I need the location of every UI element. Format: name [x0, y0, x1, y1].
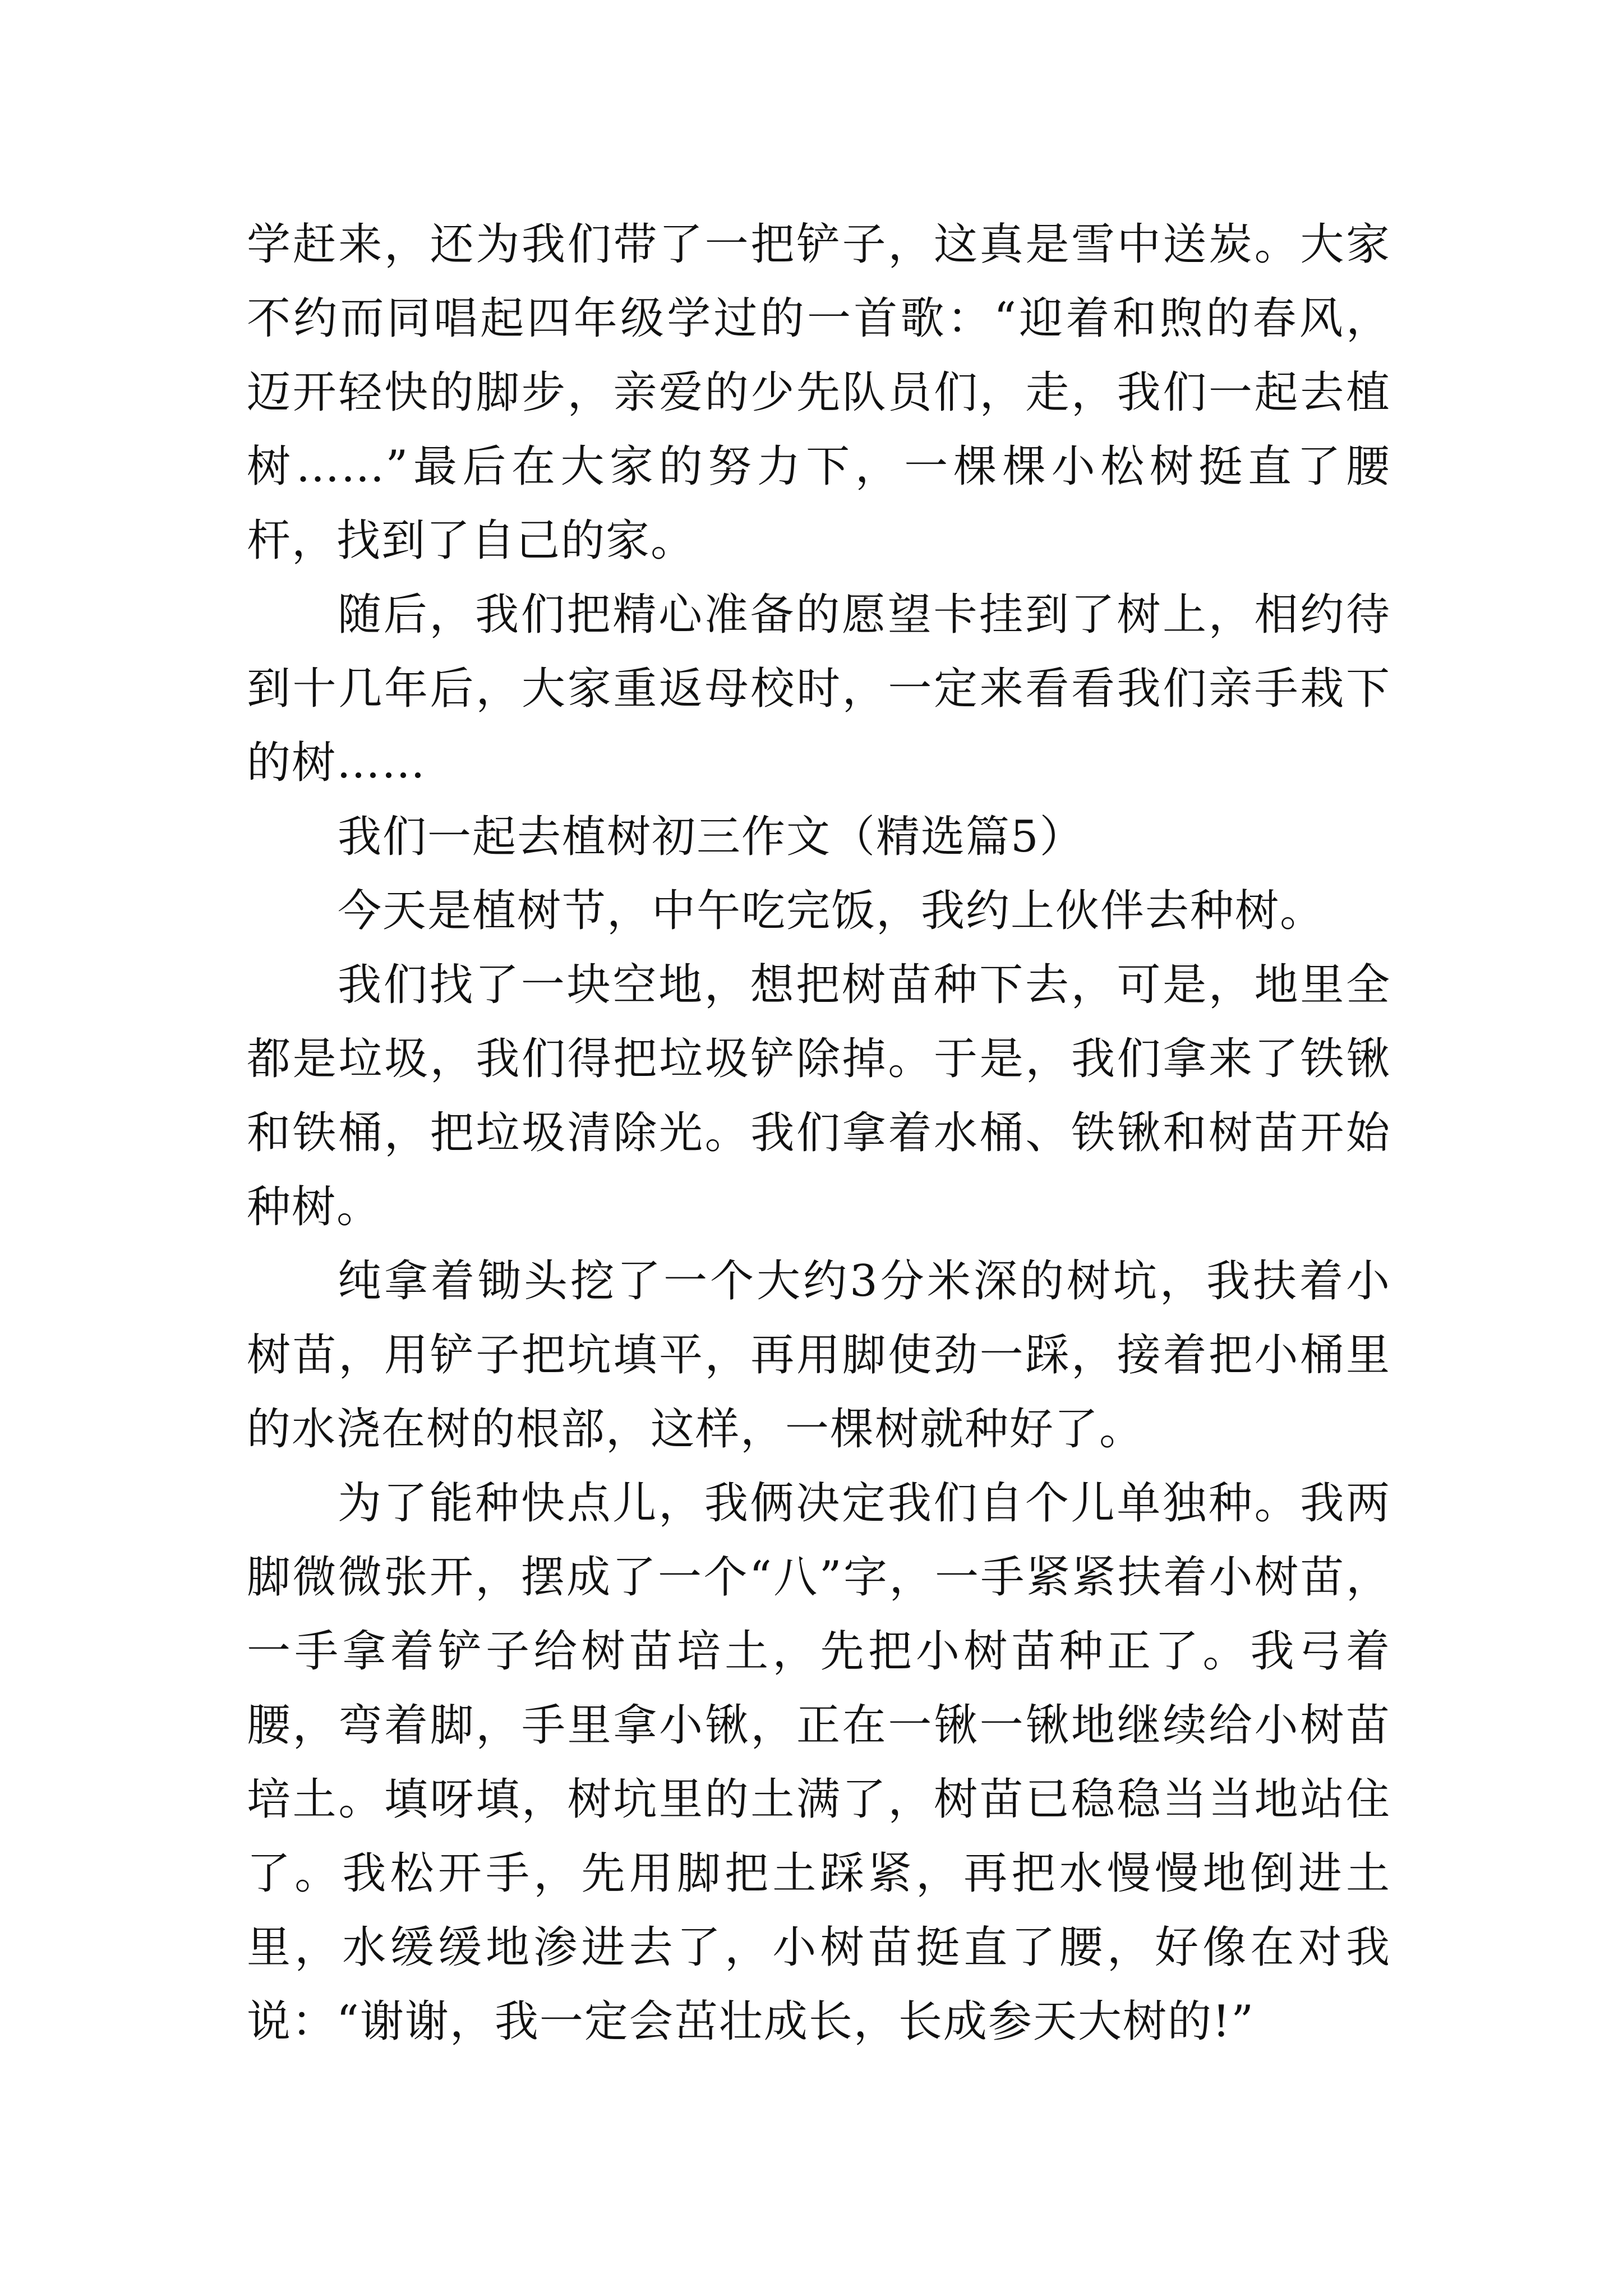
paragraph-digging-pit: 纯拿着锄头挖了一个大约3分米深的树坑，我扶着小树苗，用铲子把坑填平，再用脚使劲一踩，接着把小桶里的水浇在树的根部，这样，一棵树就种好了。 [247, 1256, 1391, 1455]
section-heading: 我们一起去植树初三作文（精选篇5） [338, 812, 1085, 862]
paragraph-clearing-trash: 我们找了一块空地，想把树苗种下去，可是，地里全都是垃圾，我们得把垃圾铲除掉。于是，我们拿来了铁锹和铁桶，把垃圾清除光。我们拿着水桶、铁锹和树苗开始种树。 [247, 960, 1391, 1232]
paragraph-planting-alone: 为了能种快点儿，我俩决定我们自个儿单独种。我两脚微微张开，摆成了一个“八”字，一手紧紧扶着小树苗，一手拿着铲子给树苗培土，先把小树苗种正了。我弓着腰，弯着脚，手里拿小锹，正在一锹一锹地继续给小树苗培土。填呀填，树坑里的土满了，树苗已稳稳当当地站住了。我松开手，先用脚把土踩紧，再把水慢慢地倒进土里，水缓缓地渗进去了，小树苗挺直了腰，好像在对我说：“谢谢，我一定会茁壮成长，长成参天大树的!” [247, 1478, 1391, 2047]
document-body [247, 208, 1391, 2059]
paragraph-continuation: 学赶来，还为我们带了一把铲子，这真是雪中送炭。大家不约而同唱起四年级学过的一首歌：“迎着和煦的春风，迈开轻快的脚步，亲爱的少先队员们，走，我们一起去植树……”最后在大家的努力下，一棵棵小松树挺直了腰杆，找到了自己的家。 [247, 219, 1391, 566]
paragraph-arbor-day: 今天是植树节，中午吃完饭，我约上伙伴去种树。 [338, 886, 1325, 936]
paragraph-wish-cards: 随后，我们把精心准备的愿望卡挂到了树上，相约待到十几年后，大家重返母校时，一定来看看我们亲手栽下的树…… [247, 590, 1391, 788]
